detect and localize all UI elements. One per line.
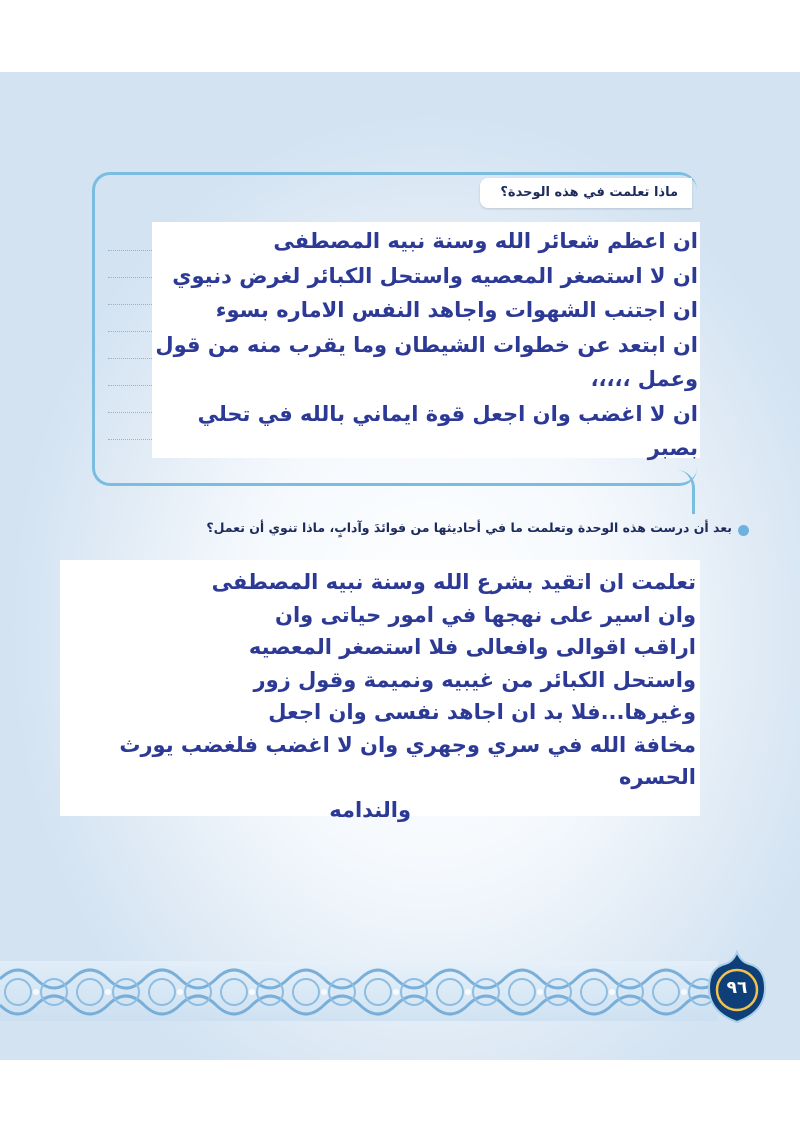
dotted-line [108,250,156,251]
section1-answer [152,224,698,466]
answer2-line: وان اسير على نهجها في امور حياتى وان [275,602,696,627]
section2-answer [60,566,696,826]
answer1-line: ان لا استصغر المعصيه واستحل الكبائر لغرض دنيوي [172,263,698,288]
dotted-line [108,304,156,305]
answer1-line: ان اجتنب الشهوات واجاهد النفس الاماره بسوء [215,298,698,322]
dotted-line [108,385,156,386]
answer2-line: مخافة الله في سري وجهري وان لا اغضب فلغضب يورث الحسره [119,732,696,789]
decorative-border [0,955,718,1027]
dotted-line [108,439,156,440]
section1-question-tab [480,178,692,208]
answer1-line: ان اعظم شعائر الله وسنة نبيه المصطفى [273,229,698,253]
bullet-icon [738,525,749,536]
answer2-line: واستحل الكبائر من غيبيه ونميمة وقول زور [253,667,696,692]
answer2-line: اراقب اقوالى وافعالى فلا استصغر المعصيه [248,635,696,659]
answer2-line: وغيرها...فلا بد ان اجاهد نفسى وان اجعل [268,700,696,724]
answer2-line: والندامه [329,797,411,822]
section1-frame-tail [670,470,695,514]
page-number: ٩٦ [726,978,748,998]
dotted-line [108,358,156,359]
answer2-line: تعلمت ان اتقيد بشرع الله وسنة نبيه المصطفى [211,570,696,594]
answer1-line: ان لا اغضب وان اجعل قوة ايماني بالله في تحلي بصبر [197,401,698,460]
dotted-line [108,277,156,278]
answer1-line: ان ابتعد عن خطوات الشيطان وما يقرب منه من قول [155,332,698,357]
dotted-line [108,412,156,413]
section2-question: بعد أن درست هذه الوحدة وتعلمت ما في أحاديثها من فوائدَ وآدابٍ، ماذا تنوي أن تعمل؟ [206,520,732,535]
dotted-line [108,331,156,332]
answer1-line: وعمل ،،،،، [590,367,698,391]
section1-question: ماذا تعلمت في هذه الوحدة؟ [500,185,678,200]
